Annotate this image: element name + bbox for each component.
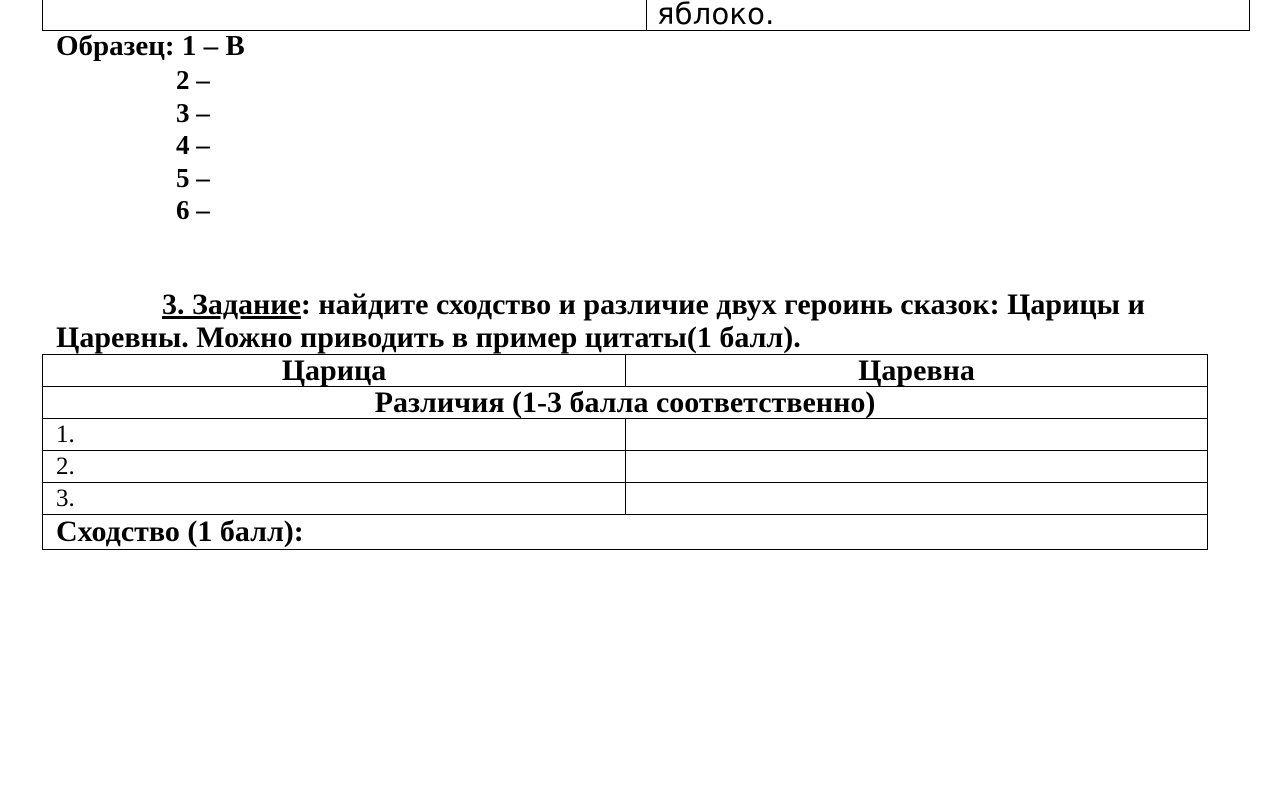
sample-answer-item: 6 – <box>176 195 210 226</box>
answer-cell[interactable] <box>626 451 1208 483</box>
sample-answer-item: 4 – <box>176 130 210 161</box>
task-label: 3. Задание <box>162 288 301 321</box>
table-row <box>43 451 1208 483</box>
sample-answer-label: Образец: 1 – В <box>56 30 245 62</box>
comparison-table <box>42 354 1208 550</box>
similarity-label: Сходство (1 балл): <box>43 515 1208 550</box>
table-header-row <box>43 355 1208 387</box>
answer-cell[interactable] <box>626 483 1208 515</box>
sample-answer-item: 3 – <box>176 97 210 128</box>
row-number: 2. <box>43 451 626 483</box>
row-number: 1. <box>43 419 626 451</box>
header-tsarevna: Царевна <box>626 355 1208 387</box>
sample-answer-item: 5 – <box>176 162 210 193</box>
answer-cell[interactable] <box>626 419 1208 451</box>
sample-answer-list <box>176 64 210 227</box>
differences-header-row <box>43 387 1208 419</box>
table-cell-text: яблоко. <box>657 0 775 31</box>
table-row <box>43 483 1208 515</box>
header-tsaritsa: Царица <box>43 355 626 387</box>
task-paragraph <box>56 288 1246 354</box>
previous-table-fragment <box>42 0 1250 31</box>
task-text: : найдите сходство и различие двух героинь сказок: Царицы и Царевны. Можно приводить в пример цитаты(1 балл). <box>56 288 1145 354</box>
table-row <box>43 419 1208 451</box>
sample-answer-item: 2 – <box>176 65 210 95</box>
similarity-row <box>43 515 1208 550</box>
row-number: 3. <box>43 483 626 515</box>
differences-header: Различия (1-3 балла соответственно) <box>43 387 1208 419</box>
table-column-divider <box>646 0 647 30</box>
